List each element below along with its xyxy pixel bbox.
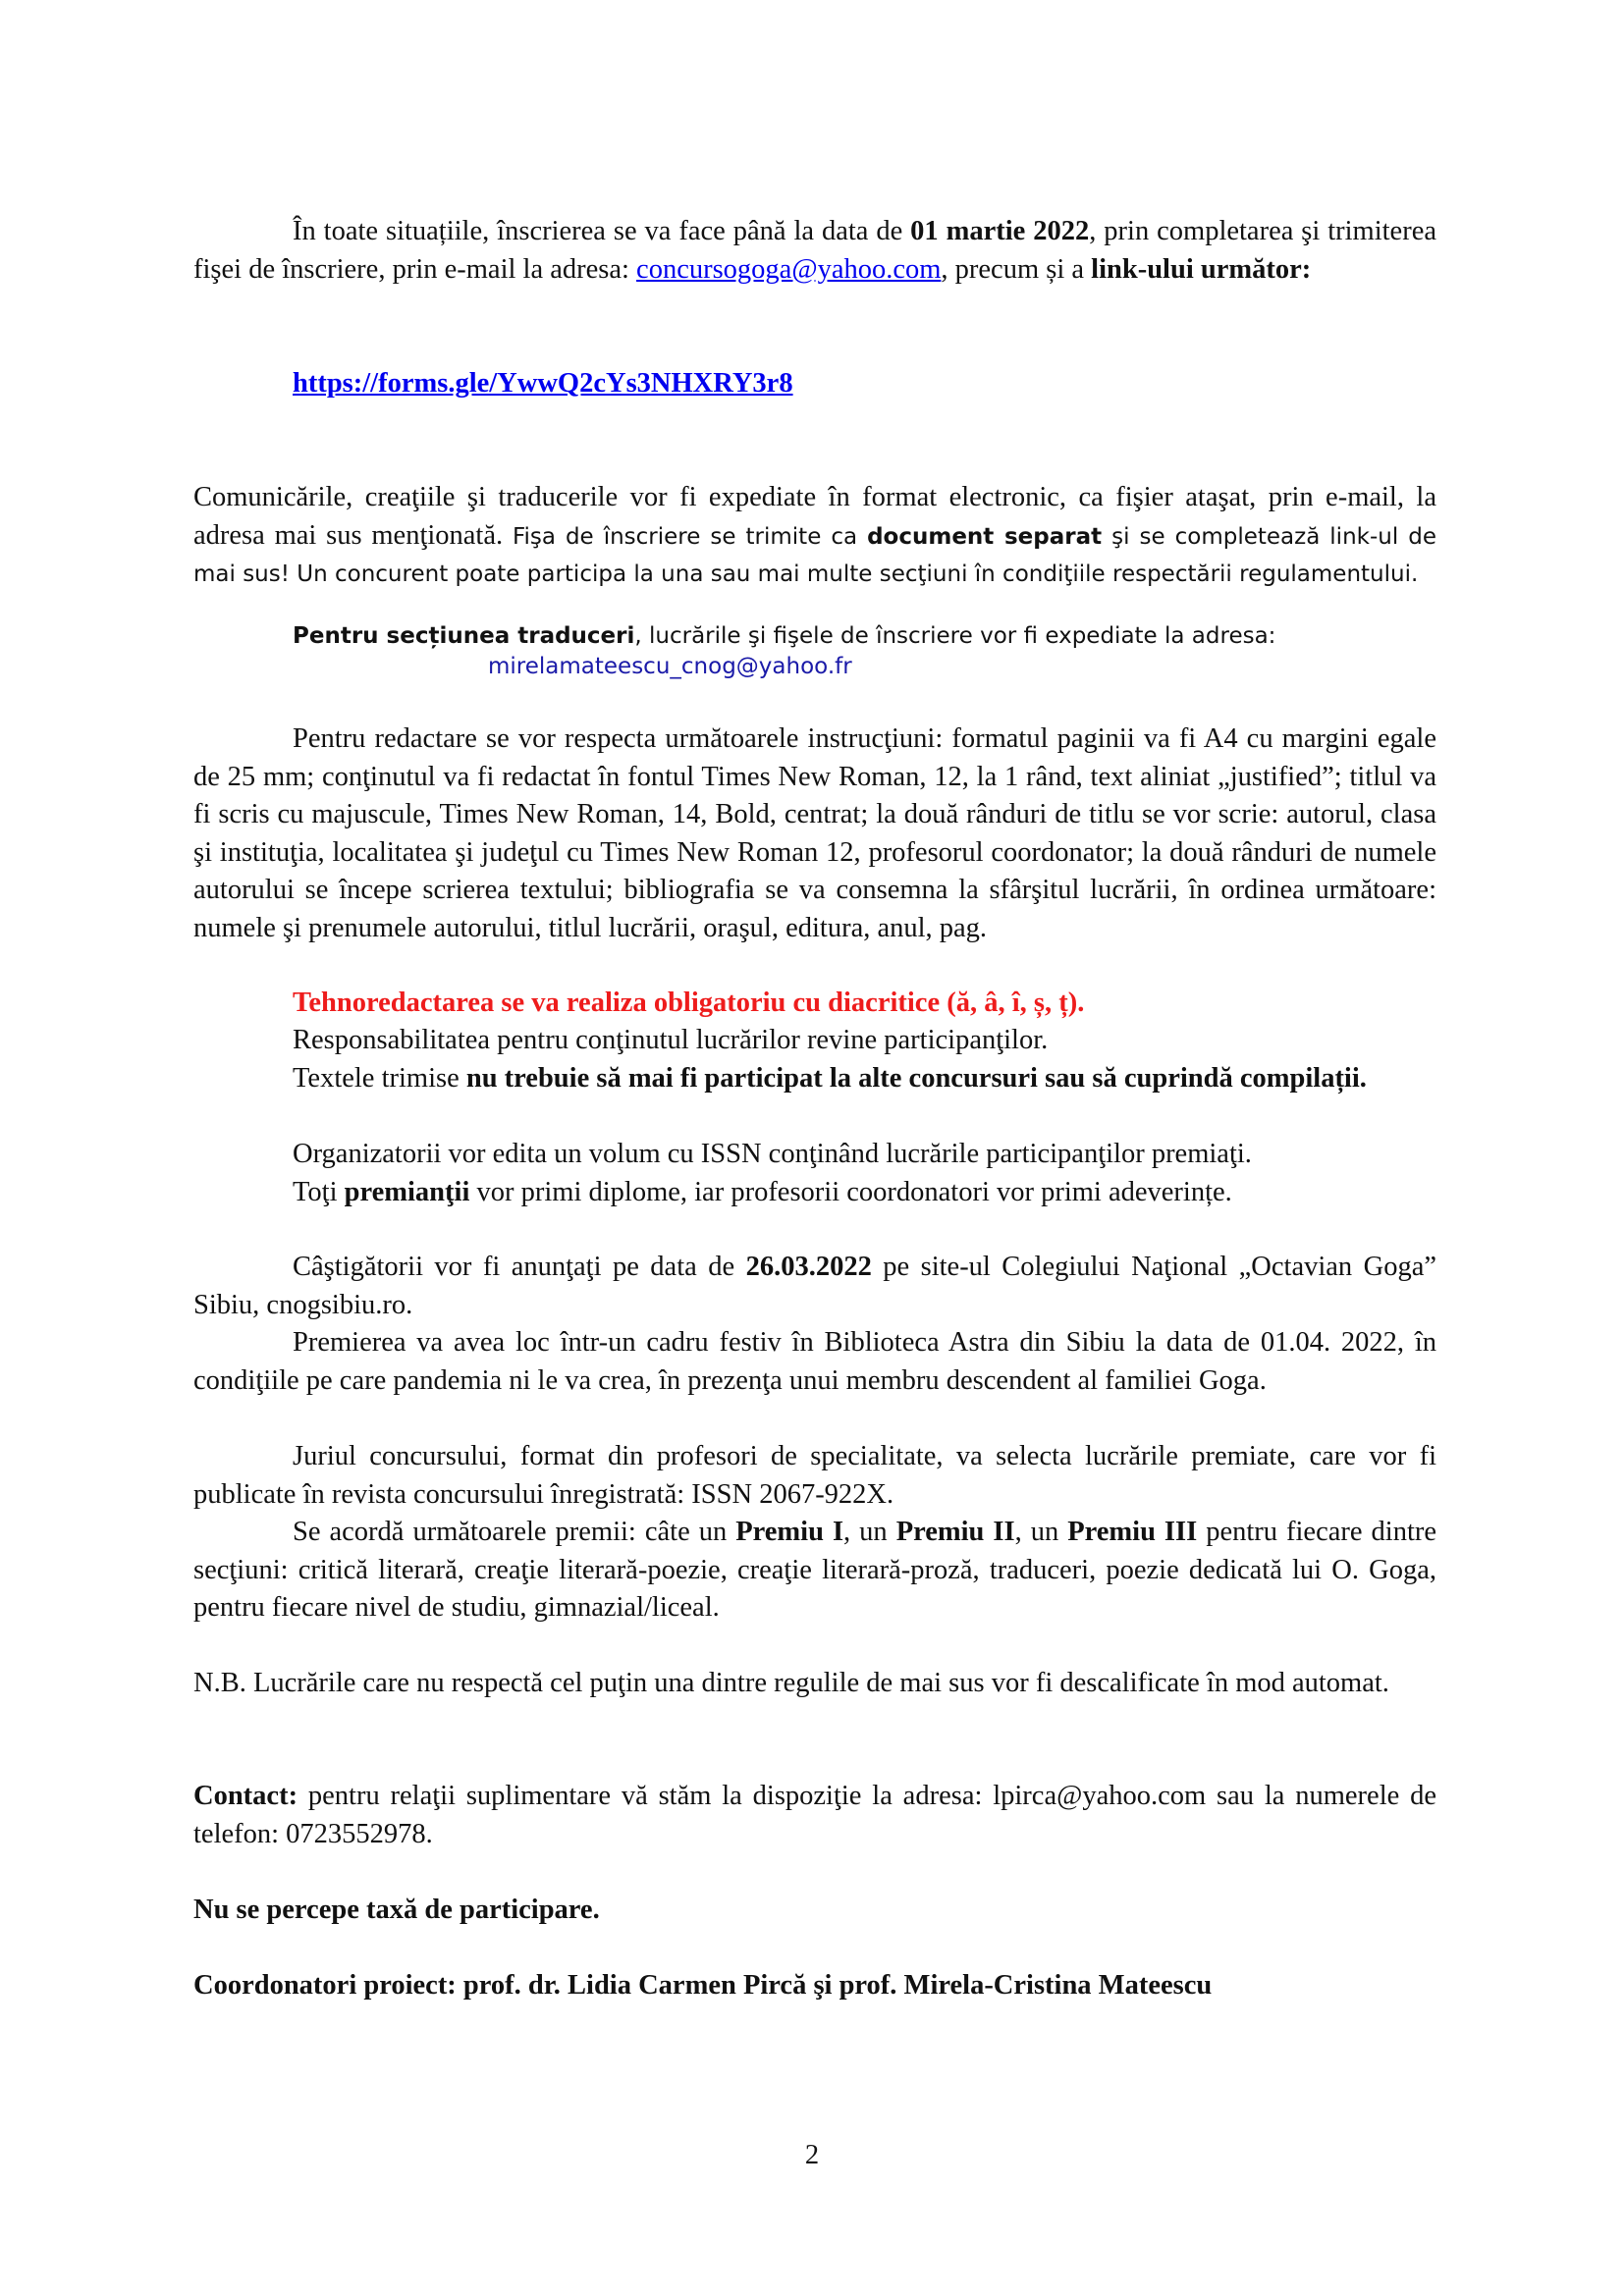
text: , precum și a	[941, 253, 1092, 285]
text: , prin completarea şi trimiterea fişei de înscriere, prin e-mail la adresa:	[193, 216, 1436, 285]
text: vor primi diplome, iar profesorii coordonatori vor primi adeverințe.	[469, 1177, 1232, 1207]
deadline-date: 01 martie 2022	[910, 216, 1090, 246]
winners-label: premianţii	[344, 1177, 470, 1207]
text: Câştigătorii vor fi anunţaţi pe data de	[293, 1252, 746, 1282]
translations-label: Pentru secțiunea traduceri	[293, 623, 635, 649]
text: Se acordă următoarele premii: câte un	[293, 1517, 736, 1547]
contest-email-link[interactable]: concursogoga@yahoo.com	[636, 253, 942, 285]
text: Fişa de înscriere se trimite ca	[512, 523, 868, 550]
text: Comunicările, creaţiile şi traducerile vor fi expediate în format electronic, ca fişier ataşat, prin e-mail, la adresa mai sus menţionată.	[193, 482, 1436, 551]
volume-paragraph: Organizatorii vor edita un volum cu ISSN conţinând lucrările participanţilor premiaţi.	[293, 1139, 1252, 1169]
coordinators-line: Coordonatori proiect: prof. dr. Lidia Carmen Pircă şi prof. Mirela-Cristina Mateescu	[193, 1970, 1213, 2001]
link-label: link-ului următor:	[1091, 253, 1312, 285]
text: Textele trimise	[293, 1063, 466, 1094]
contact-text: pentru relaţii suplimentare vă stăm la dispoziţie la adresa: lpirca@yahoo.com sau la numerele de telefon: 0723552978.	[193, 1781, 1436, 1849]
fee-notice: Nu se percepe taxă de participare.	[193, 1895, 600, 1925]
text: pentru fiecare dintre secţiuni: critică literară, creaţie literară-poezie, creaţie literară-proză, traduceri, poezie dedicată lui O. Goga, pentru fiecare nivel de studiu, gimnazial/liceal.	[193, 1517, 1436, 1623]
submission-paragraph	[193, 479, 1436, 593]
responsibility-paragraph: Responsabilitatea pentru conţinutul lucrărilor revine participanţilor.	[293, 1025, 1049, 1055]
prizes-paragraph	[193, 1514, 1436, 1628]
prize-first: Premiu I	[735, 1517, 844, 1547]
registration-paragraph	[193, 213, 1436, 289]
form-link[interactable]: https://forms.gle/YwwQ2cYs3NHXRY3r8	[293, 368, 793, 399]
text: , un	[1014, 1517, 1068, 1547]
prize-second: Premiu II	[895, 1517, 1015, 1547]
text: pe site-ul Colegiului Naţional „Octavian Goga” Sibiu, cnogsibiu.ro.	[193, 1252, 1436, 1320]
translations-line	[293, 621, 1275, 652]
formatting-paragraph: Pentru redactare se vor respecta următoarele instrucţiuni: formatul paginii va fi A4 cu margini egale de 25 mm; conţinutul va fi redactat în fontul Times New Roman, 12, la 1 rând, text aliniat „justified”; titlul va fi scris cu majuscule, Times New Roman, 14, Bold, centrat; la două rânduri de titlu se vor scrie: autorul, clasa şi instituţia, localitatea şi judeţul cu Times New Roman 12, profesorul coordonator; la două rânduri de numele autorului se începe scrierea textului; bibliografia se va consemna la sfârşitul lucrării, în ordinea următoare: numele şi prenumele autorului, titlul lucrării, oraşul, editura, anul, pag.	[193, 723, 1436, 943]
diacritics-notice: Tehnoredactarea se va realiza obligatoriu cu diacritice (ă, â, î, ș, ț).	[293, 988, 1085, 1018]
page-number: 2	[804, 2140, 820, 2170]
award-ceremony-paragraph: Premierea va avea loc într-un cadru festiv în Biblioteca Astra din Sibiu la data de 01.04. 2022, în condiţiile pe care pandemia ni le va crea, în prezenţa unui membru descendent al familiei Goga.	[193, 1327, 1436, 1396]
text: şi se completează link-ul de mai sus! Un concurent poate participa la una sau mai multe secţiuni în condiţiile respectării regulamentului.	[193, 523, 1436, 587]
diplomas-paragraph	[193, 1174, 1436, 1212]
contact-paragraph	[193, 1778, 1436, 1853]
nb-paragraph: N.B. Lucrările care nu respectă cel puţin una dintre regulile de mai sus vor fi descalificate în mod automat.	[193, 1668, 1389, 1698]
text: În toate situațiile, înscrierea se va face până la data de	[293, 216, 911, 246]
text: , lucrările şi fişele de înscriere vor fi expediate la adresa:	[634, 623, 1276, 649]
contact-label: Contact:	[193, 1781, 298, 1811]
translations-email: mirelamateescu_cnog@yahoo.fr	[488, 654, 852, 679]
announcement-date: 26.03.2022	[745, 1252, 872, 1282]
originality-rule: nu trebuie să mai fi participat la alte concursuri sau să cuprindă compilații.	[465, 1063, 1367, 1094]
originality-paragraph	[193, 1060, 1436, 1098]
announcement-paragraph	[193, 1249, 1436, 1324]
text: Toţi	[293, 1177, 345, 1207]
prize-third: Premiu III	[1067, 1517, 1198, 1547]
separate-document-text: document separat	[867, 523, 1103, 550]
jury-paragraph: Juriul concursului, format din profesori de specialitate, va selecta lucrările premiate, care vor fi publicate în revista concursului înregistrată: ISSN 2067-922X.	[193, 1441, 1436, 1510]
form-link-line	[293, 365, 793, 403]
text: , un	[843, 1517, 896, 1547]
